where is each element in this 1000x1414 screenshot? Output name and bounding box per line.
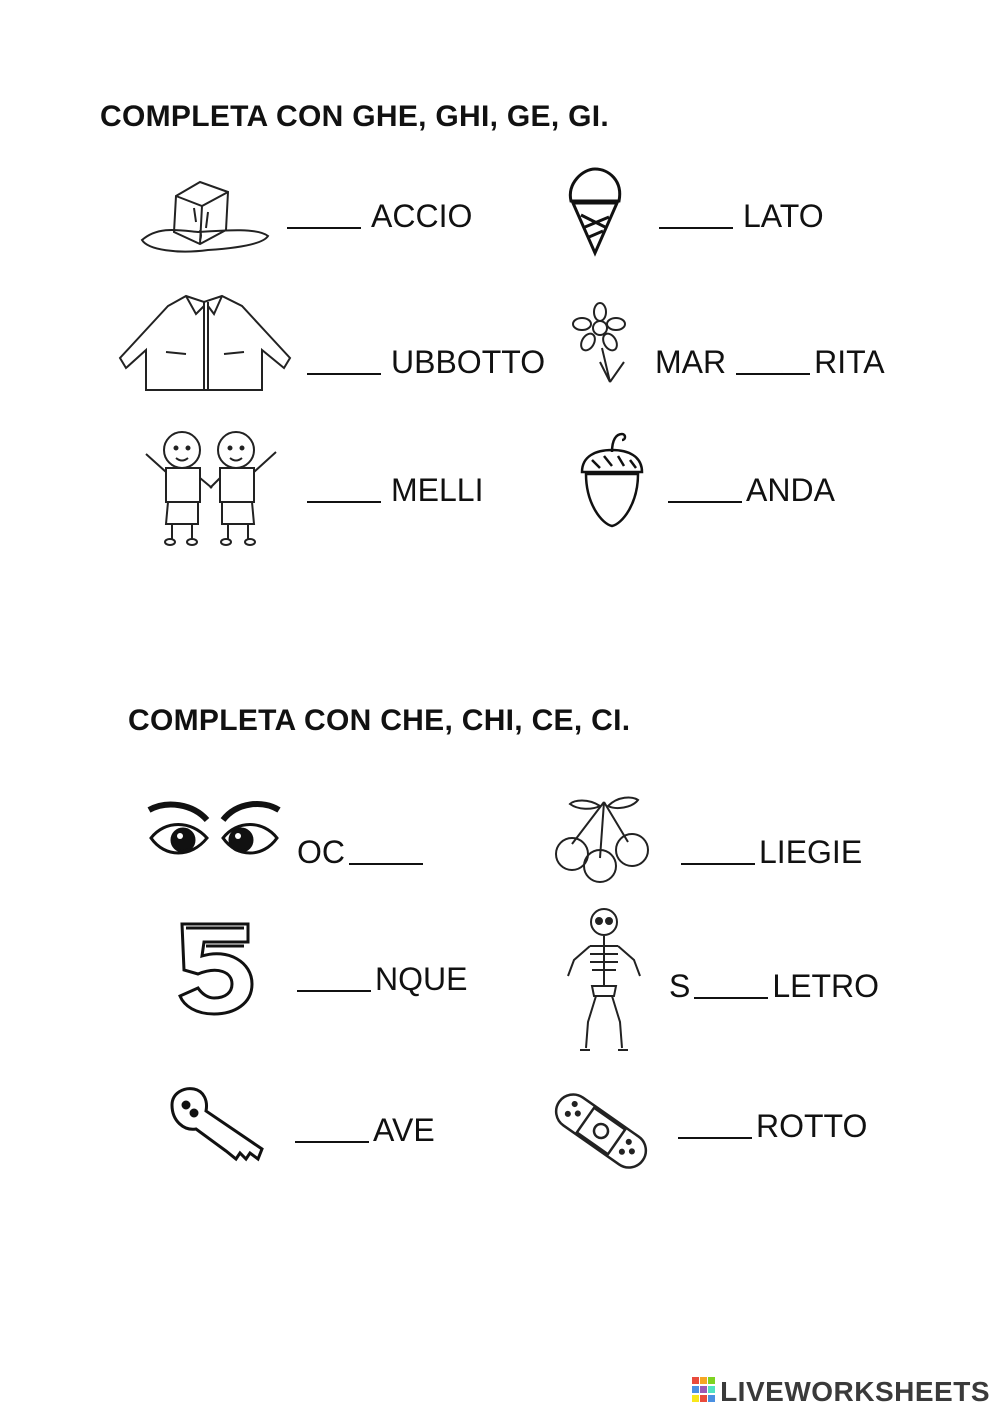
word-suffix: MELLI [391, 472, 484, 508]
word-gemelli [303, 472, 483, 509]
answer-blank[interactable] [307, 373, 381, 375]
word-suffix: NQUE [375, 961, 468, 997]
liveworksheets-logo-icon [692, 1377, 716, 1408]
word-suffix: RITA [814, 344, 885, 380]
section-2-title: COMPLETA CON CHE, CHI, CE, CI. [128, 704, 631, 737]
answer-blank[interactable] [681, 863, 755, 865]
section-1-title: COMPLETA CON GHE, GHI, GE, GI. [100, 100, 610, 133]
word-suffix: UBBOTTO [391, 344, 546, 380]
answer-blank[interactable] [694, 997, 768, 999]
answer-blank[interactable] [349, 863, 423, 865]
jacket-icon [116, 292, 294, 394]
ice-cube-icon [138, 178, 273, 260]
answer-blank[interactable] [295, 1141, 369, 1143]
number-five-icon [176, 918, 256, 1016]
answer-blank[interactable] [668, 501, 742, 503]
acorn-icon [578, 430, 646, 530]
word-giubbotto [303, 344, 545, 381]
word-cerotto [674, 1108, 867, 1145]
word-prefix: S [669, 968, 691, 1004]
daisy-flower-icon [570, 302, 632, 386]
answer-blank[interactable] [307, 501, 381, 503]
word-ghiaccio [283, 198, 472, 235]
word-suffix: ACCIO [371, 198, 473, 234]
liveworksheets-footer [692, 1376, 990, 1408]
word-margherita [655, 344, 885, 381]
word-suffix: ANDA [746, 472, 835, 508]
word-suffix: LATO [743, 198, 824, 234]
word-prefix: MAR [655, 344, 727, 380]
twins-icon [140, 428, 282, 548]
answer-blank[interactable] [287, 227, 361, 229]
word-suffix: AVE [373, 1112, 435, 1148]
answer-blank[interactable] [678, 1137, 752, 1139]
word-occhi [297, 834, 427, 871]
answer-blank[interactable] [297, 990, 371, 992]
word-suffix: LIEGIE [759, 834, 863, 870]
eyes-icon [145, 798, 285, 868]
key-icon [166, 1085, 268, 1165]
skeleton-icon [562, 906, 646, 1056]
word-cinque [293, 961, 467, 998]
word-ghianda [664, 472, 835, 509]
word-ciliegie [677, 834, 862, 871]
word-scheletro [669, 968, 879, 1005]
cherries-icon [552, 792, 654, 884]
word-suffix: LETRO [772, 968, 880, 1004]
bandage-icon [546, 1088, 656, 1174]
word-prefix: OC [297, 834, 345, 870]
answer-blank[interactable] [736, 373, 810, 375]
word-chiave [291, 1112, 435, 1149]
answer-blank[interactable] [659, 227, 733, 229]
word-gelato [655, 198, 824, 235]
word-suffix: ROTTO [756, 1108, 868, 1144]
liveworksheets-brand[interactable]: LIVEWORKSHEETS [720, 1376, 990, 1407]
ice-cream-icon [565, 165, 625, 257]
